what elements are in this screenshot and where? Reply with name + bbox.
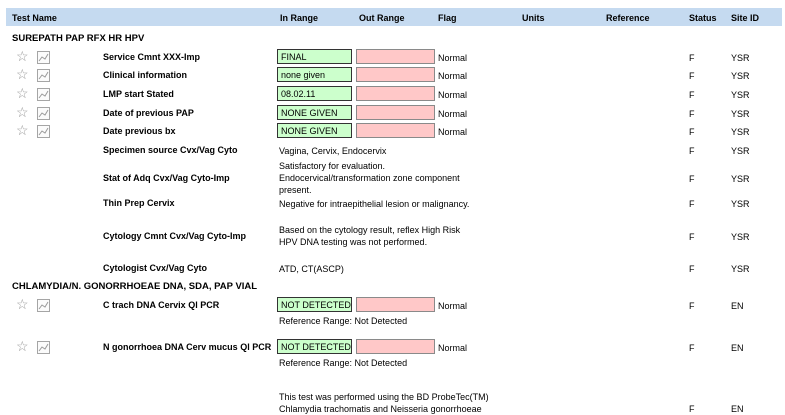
graph-icon[interactable] — [37, 107, 50, 120]
in-range-value: NOT DETECTED — [277, 339, 352, 354]
in-range-value: FINAL — [277, 49, 352, 64]
graph-icon[interactable] — [37, 51, 50, 64]
site-id-value: YSR — [731, 232, 750, 242]
out-range-value — [356, 123, 435, 138]
result-text-line: Chlamydia trachomatis and Neisseria gonorrhoeae — [279, 404, 482, 414]
col-out-range[interactable]: Out Range — [359, 13, 405, 23]
in-range-value: NONE GIVEN — [277, 123, 352, 138]
star-icon[interactable]: ☆ — [16, 48, 29, 64]
result-text-line: Endocervical/transformation zone component — [279, 173, 460, 183]
status-value: F — [689, 301, 695, 311]
test-name: Date previous bx — [103, 126, 176, 136]
site-id-value: YSR — [731, 146, 750, 156]
star-icon[interactable]: ☆ — [16, 338, 29, 354]
test-name: Service Cmnt XXX-Imp — [103, 52, 201, 62]
col-site-id[interactable]: Site ID — [731, 13, 760, 23]
status-value: F — [689, 404, 695, 414]
result-text-line: This test was performed using the BD ProbeTec(TM) — [279, 392, 489, 402]
result-text — [279, 391, 489, 415]
star-icon[interactable]: ☆ — [16, 104, 29, 120]
test-name: Thin Prep Cervix — [103, 198, 175, 208]
result-text-line: Satisfactory for evaluation. — [279, 161, 386, 171]
site-id-value: YSR — [731, 53, 750, 63]
out-range-value — [356, 86, 435, 101]
status-value: F — [689, 71, 695, 81]
status-value: F — [689, 90, 695, 100]
flag-value: Normal — [438, 127, 468, 137]
result-text: ATD, CT(ASCP) — [279, 264, 344, 274]
col-test-name[interactable]: Test Name — [12, 13, 57, 23]
status-value: F — [689, 264, 695, 274]
test-name: N gonorrhoea DNA Cerv mucus Ql PCR — [103, 342, 272, 352]
test-name: Date of previous PAP — [103, 108, 194, 118]
in-range-value: NONE GIVEN — [277, 105, 352, 120]
site-id-value: YSR — [731, 71, 750, 81]
graph-icon[interactable] — [37, 88, 50, 101]
in-range-value: none given — [277, 67, 352, 82]
status-value: F — [689, 127, 695, 137]
out-range-value — [356, 49, 435, 64]
graph-icon[interactable] — [37, 125, 50, 138]
status-value: F — [689, 174, 695, 184]
site-id-value: YSR — [731, 174, 750, 184]
test-name: Cytology Cmnt Cvx/Vag Cyto-Imp — [103, 231, 247, 241]
test-name: LMP start Stated — [103, 89, 174, 99]
flag-value: Normal — [438, 301, 468, 311]
star-icon[interactable]: ☆ — [16, 122, 29, 138]
site-id-value: YSR — [731, 90, 750, 100]
test-name: Specimen source Cvx/Vag Cyto — [103, 145, 238, 155]
site-id-value: YSR — [731, 264, 750, 274]
col-status[interactable]: Status — [689, 13, 717, 23]
section-title-chlamydia: CHLAMYDIA/N. GONORRHOEAE DNA, SDA, PAP VIAL — [12, 281, 258, 292]
status-value: F — [689, 343, 695, 353]
graph-icon[interactable] — [37, 69, 50, 82]
graph-icon[interactable] — [37, 341, 50, 354]
test-name: Clinical information — [103, 70, 188, 80]
out-range-value — [356, 339, 435, 354]
col-reference[interactable]: Reference — [606, 13, 650, 23]
status-value: F — [689, 53, 695, 63]
flag-value: Normal — [438, 71, 468, 81]
flag-value: Normal — [438, 90, 468, 100]
in-range-value: 08.02.11 — [277, 86, 352, 101]
status-value: F — [689, 232, 695, 242]
site-id-value: EN — [731, 301, 744, 311]
site-id-value: YSR — [731, 127, 750, 137]
star-icon[interactable]: ☆ — [16, 85, 29, 101]
out-range-value — [356, 297, 435, 312]
test-name: C trach DNA Cervix Ql PCR — [103, 300, 220, 310]
site-id-value: EN — [731, 343, 744, 353]
status-value: F — [689, 109, 695, 119]
result-text: Vagina, Cervix, Endocervix — [279, 146, 387, 156]
out-range-value — [356, 105, 435, 120]
test-name: Cytologist Cvx/Vag Cyto — [103, 263, 208, 273]
flag-value: Normal — [438, 343, 468, 353]
col-in-range[interactable]: In Range — [280, 13, 319, 23]
result-text-line: HPV DNA testing was not performed. — [279, 237, 428, 247]
result-text-line: present. — [279, 185, 312, 195]
in-range-value: NOT DETECTED — [277, 297, 352, 312]
star-icon[interactable]: ☆ — [16, 296, 29, 312]
site-id-value: YSR — [731, 199, 750, 209]
site-id-value: EN — [731, 404, 744, 414]
result-text-line: Based on the cytology result, reflex High Risk — [279, 225, 461, 235]
reference-range-text: Reference Range: Not Detected — [279, 358, 408, 368]
result-text — [279, 224, 460, 248]
result-text — [279, 160, 460, 196]
result-text: Negative for intraepithelial lesion or malignancy. — [279, 199, 470, 209]
reference-range-text: Reference Range: Not Detected — [279, 316, 408, 326]
section-title-surepath: SUREPATH PAP RFX HR HPV — [12, 33, 145, 44]
star-icon[interactable]: ☆ — [16, 66, 29, 82]
flag-value: Normal — [438, 53, 468, 63]
status-value: F — [689, 146, 695, 156]
out-range-value — [356, 67, 435, 82]
test-name: Stat of Adq Cvx/Vag Cyto-Imp — [103, 173, 230, 183]
col-units[interactable]: Units — [522, 13, 545, 23]
site-id-value: YSR — [731, 109, 750, 119]
status-value: F — [689, 199, 695, 209]
col-flag[interactable]: Flag — [438, 13, 457, 23]
flag-value: Normal — [438, 109, 468, 119]
graph-icon[interactable] — [37, 299, 50, 312]
